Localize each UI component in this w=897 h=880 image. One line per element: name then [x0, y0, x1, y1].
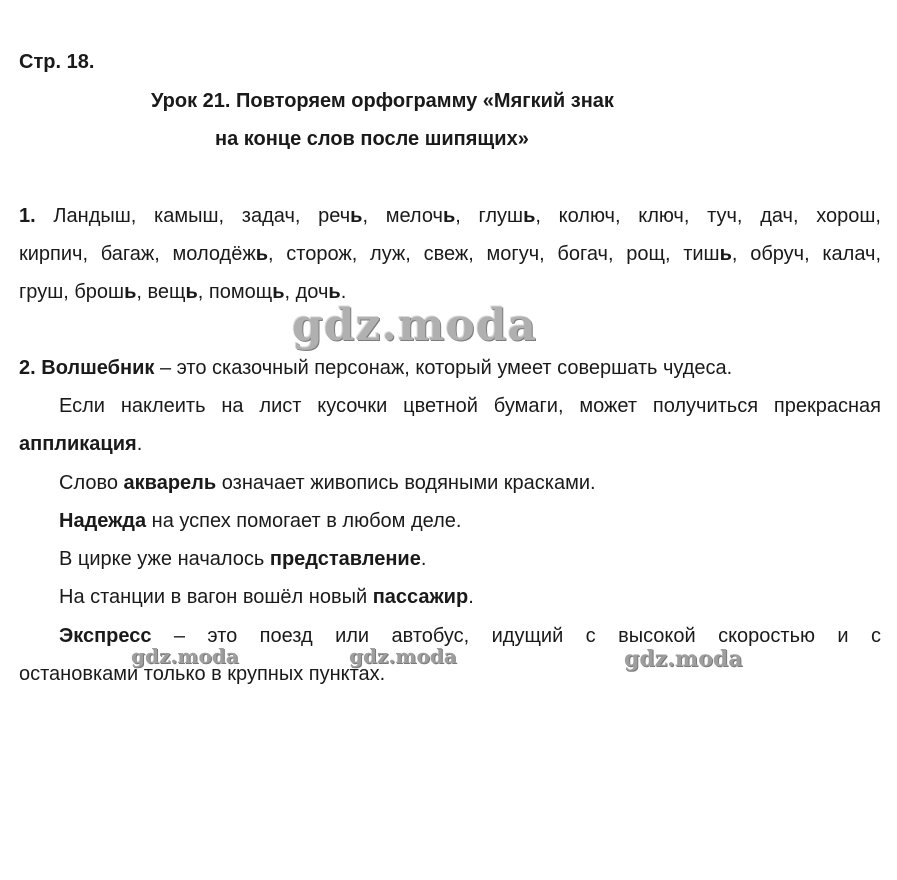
task2-sentence4: [59, 509, 461, 533]
lesson-title-line1: Урок 21. Повторяем орфограмму «Мягкий знак: [151, 90, 614, 112]
task2-sentence2-line1: Если наклеить на лист кусочки цветной бумаги, может получиться прекрасная: [59, 395, 881, 417]
word-applikatsiya: аппликация: [19, 433, 137, 455]
sentence7-rest: – это поезд или автобус, идущий с высокой скоростью и с: [151, 625, 881, 647]
sentence5-pre: В цирке уже началось: [59, 548, 270, 570]
task1-line2: [19, 242, 881, 266]
word-list-text: , доч: [284, 281, 329, 303]
sentence4-rest: на успех помогает в любом деле.: [146, 510, 462, 532]
soft-sign-highlight: ь: [272, 281, 285, 303]
word-akvarel: акварель: [123, 472, 217, 494]
word-nadezhda: Надежда: [59, 510, 147, 532]
soft-sign-highlight: ь: [185, 281, 198, 303]
word-list-text: , помощ: [197, 281, 273, 303]
task2-sentence6: [59, 585, 474, 609]
word-list-text: Ландыш, камыш, задач, реч: [35, 205, 351, 227]
word-list-text: кирпич, багаж, молодёж: [19, 243, 256, 265]
period: .: [468, 586, 474, 608]
word-list-text: , сторож, луж, свеж, могуч, богач, рощ, тиш: [268, 243, 720, 265]
sentence3-pre: Слово: [59, 472, 124, 494]
soft-sign-highlight: ь: [124, 281, 137, 303]
page-label: Стр. 18.: [19, 51, 95, 73]
watermark-small-2: gdz.moda: [349, 644, 457, 668]
word-list-text: .: [340, 281, 347, 303]
watermark-small-1: gdz.moda: [131, 644, 239, 668]
task1-number: 1.: [19, 205, 36, 227]
word-list-text: груш, брош: [19, 281, 125, 303]
word-list-runs: [36, 205, 881, 227]
soft-sign-highlight: ь: [719, 243, 732, 265]
soft-sign-highlight: ь: [255, 243, 268, 265]
word-list-text: , обруч, калач,: [731, 243, 882, 265]
task2-number: 2.: [19, 357, 36, 379]
task2-sentence2-line2: [19, 432, 142, 456]
soft-sign-highlight: ь: [442, 205, 456, 227]
soft-sign-highlight: ь: [523, 205, 536, 227]
word-list-runs: [19, 243, 881, 265]
watermark-small-3: gdz.moda: [624, 646, 743, 672]
task1-line1: [19, 204, 881, 228]
sentence6-pre: На станции в вагон вошёл новый: [59, 586, 373, 608]
word-passazhir: пассажир: [372, 586, 469, 608]
word-ekspress: Экспресс: [59, 625, 152, 647]
period: .: [420, 548, 427, 570]
task2-sentence1: [19, 356, 732, 380]
lesson-title-line2: на конце слов после шипящих»: [215, 128, 529, 150]
word-predstavlenie: представление: [269, 548, 421, 570]
word-volshebnik: Волшебник: [41, 357, 155, 379]
soft-sign-highlight: ь: [350, 205, 363, 227]
sentence3-rest: означает живопись водяными красками.: [216, 472, 596, 494]
period: .: [136, 433, 143, 455]
word-list-text: , мелоч: [362, 205, 443, 227]
word-list-text: , глуш: [455, 205, 524, 227]
sentence1-text: – это сказочный персонаж, который умеет совершать чудеса.: [154, 357, 733, 379]
task2-sentence7-line2: остановками только в крупных пунктах.: [19, 663, 386, 685]
soft-sign-highlight: ь: [328, 281, 341, 303]
task2-sentence5: [59, 547, 426, 571]
word-list-text: , колюч, ключ, туч, дач, хорош,: [535, 205, 881, 227]
task2-sentence3: [59, 471, 596, 495]
word-list-text: , вещ: [136, 281, 186, 303]
watermark-large: gdz.moda: [292, 300, 538, 351]
